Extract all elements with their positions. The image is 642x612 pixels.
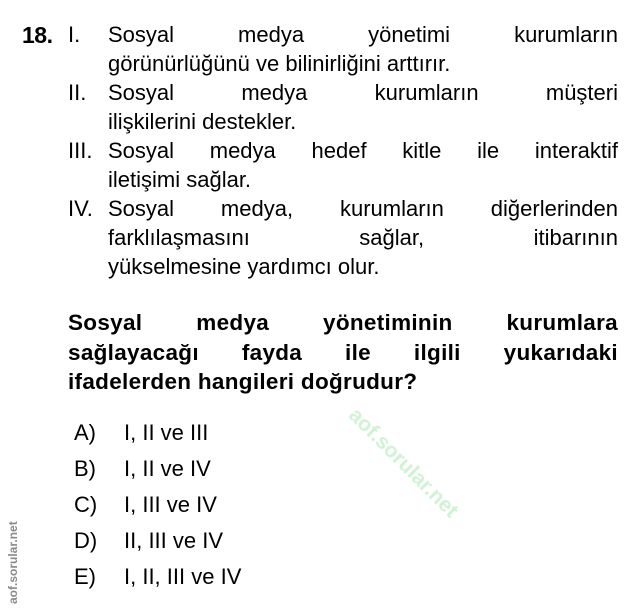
statement-numeral: II. xyxy=(68,80,87,105)
statement-line: Sosyal medya kurumların müşteri xyxy=(108,80,618,105)
statement-4 xyxy=(68,194,618,281)
option-letter: D) xyxy=(74,528,98,553)
option-text: II, III ve IV xyxy=(124,528,224,553)
prompt-line: ifadelerden hangileri doğrudur? xyxy=(68,369,418,394)
option-d[interactable] xyxy=(74,526,241,562)
option-letter: B) xyxy=(74,456,96,481)
question-number: 18. xyxy=(22,22,53,48)
answer-options xyxy=(74,418,241,598)
prompt-line: Sosyal medya yönetiminin kurumlara xyxy=(68,310,618,335)
statement-2 xyxy=(68,78,618,136)
prompt-line: sağlayacağı fayda ile ilgili yukarıdaki xyxy=(68,339,618,365)
option-e[interactable] xyxy=(74,562,241,598)
statement-line: iletişimi sağlar. xyxy=(108,167,252,192)
statement-line: farklılaşmasını sağlar, itibarının xyxy=(108,225,618,250)
statement-line: Sosyal medya, kurumların diğerlerinden xyxy=(108,196,618,221)
statement-line: ilişkilerini destekler. xyxy=(108,109,297,134)
option-text: I, II, III ve IV xyxy=(124,564,242,589)
option-text: I, II ve III xyxy=(124,420,209,445)
option-text: I, III ve IV xyxy=(124,492,217,517)
option-letter: E) xyxy=(74,564,96,589)
side-watermark: aof.sorular.net xyxy=(6,521,20,604)
option-letter: C) xyxy=(74,492,98,517)
option-b[interactable] xyxy=(74,454,241,490)
statement-numeral: I. xyxy=(68,22,81,47)
diagonal-watermark: aof.sorular.net xyxy=(344,403,463,523)
statement-numeral: IV. xyxy=(68,196,93,221)
option-a[interactable] xyxy=(74,418,241,454)
option-c[interactable] xyxy=(74,490,241,526)
statement-line: Sosyal medya yönetimi kurumların xyxy=(108,22,618,47)
option-text: I, II ve IV xyxy=(124,456,211,481)
statement-3 xyxy=(68,136,618,194)
statement-numeral: III. xyxy=(68,138,93,163)
statement-line: yükselmesine yardımcı olur. xyxy=(108,254,380,279)
statement-line: görünürlüğünü ve bilinirliğini arttırır. xyxy=(108,51,451,76)
option-letter: A) xyxy=(74,420,96,445)
question-prompt xyxy=(68,308,618,397)
statement-1 xyxy=(68,20,618,78)
statement-line: Sosyal medya hedef kitle ile interaktif xyxy=(108,138,618,163)
